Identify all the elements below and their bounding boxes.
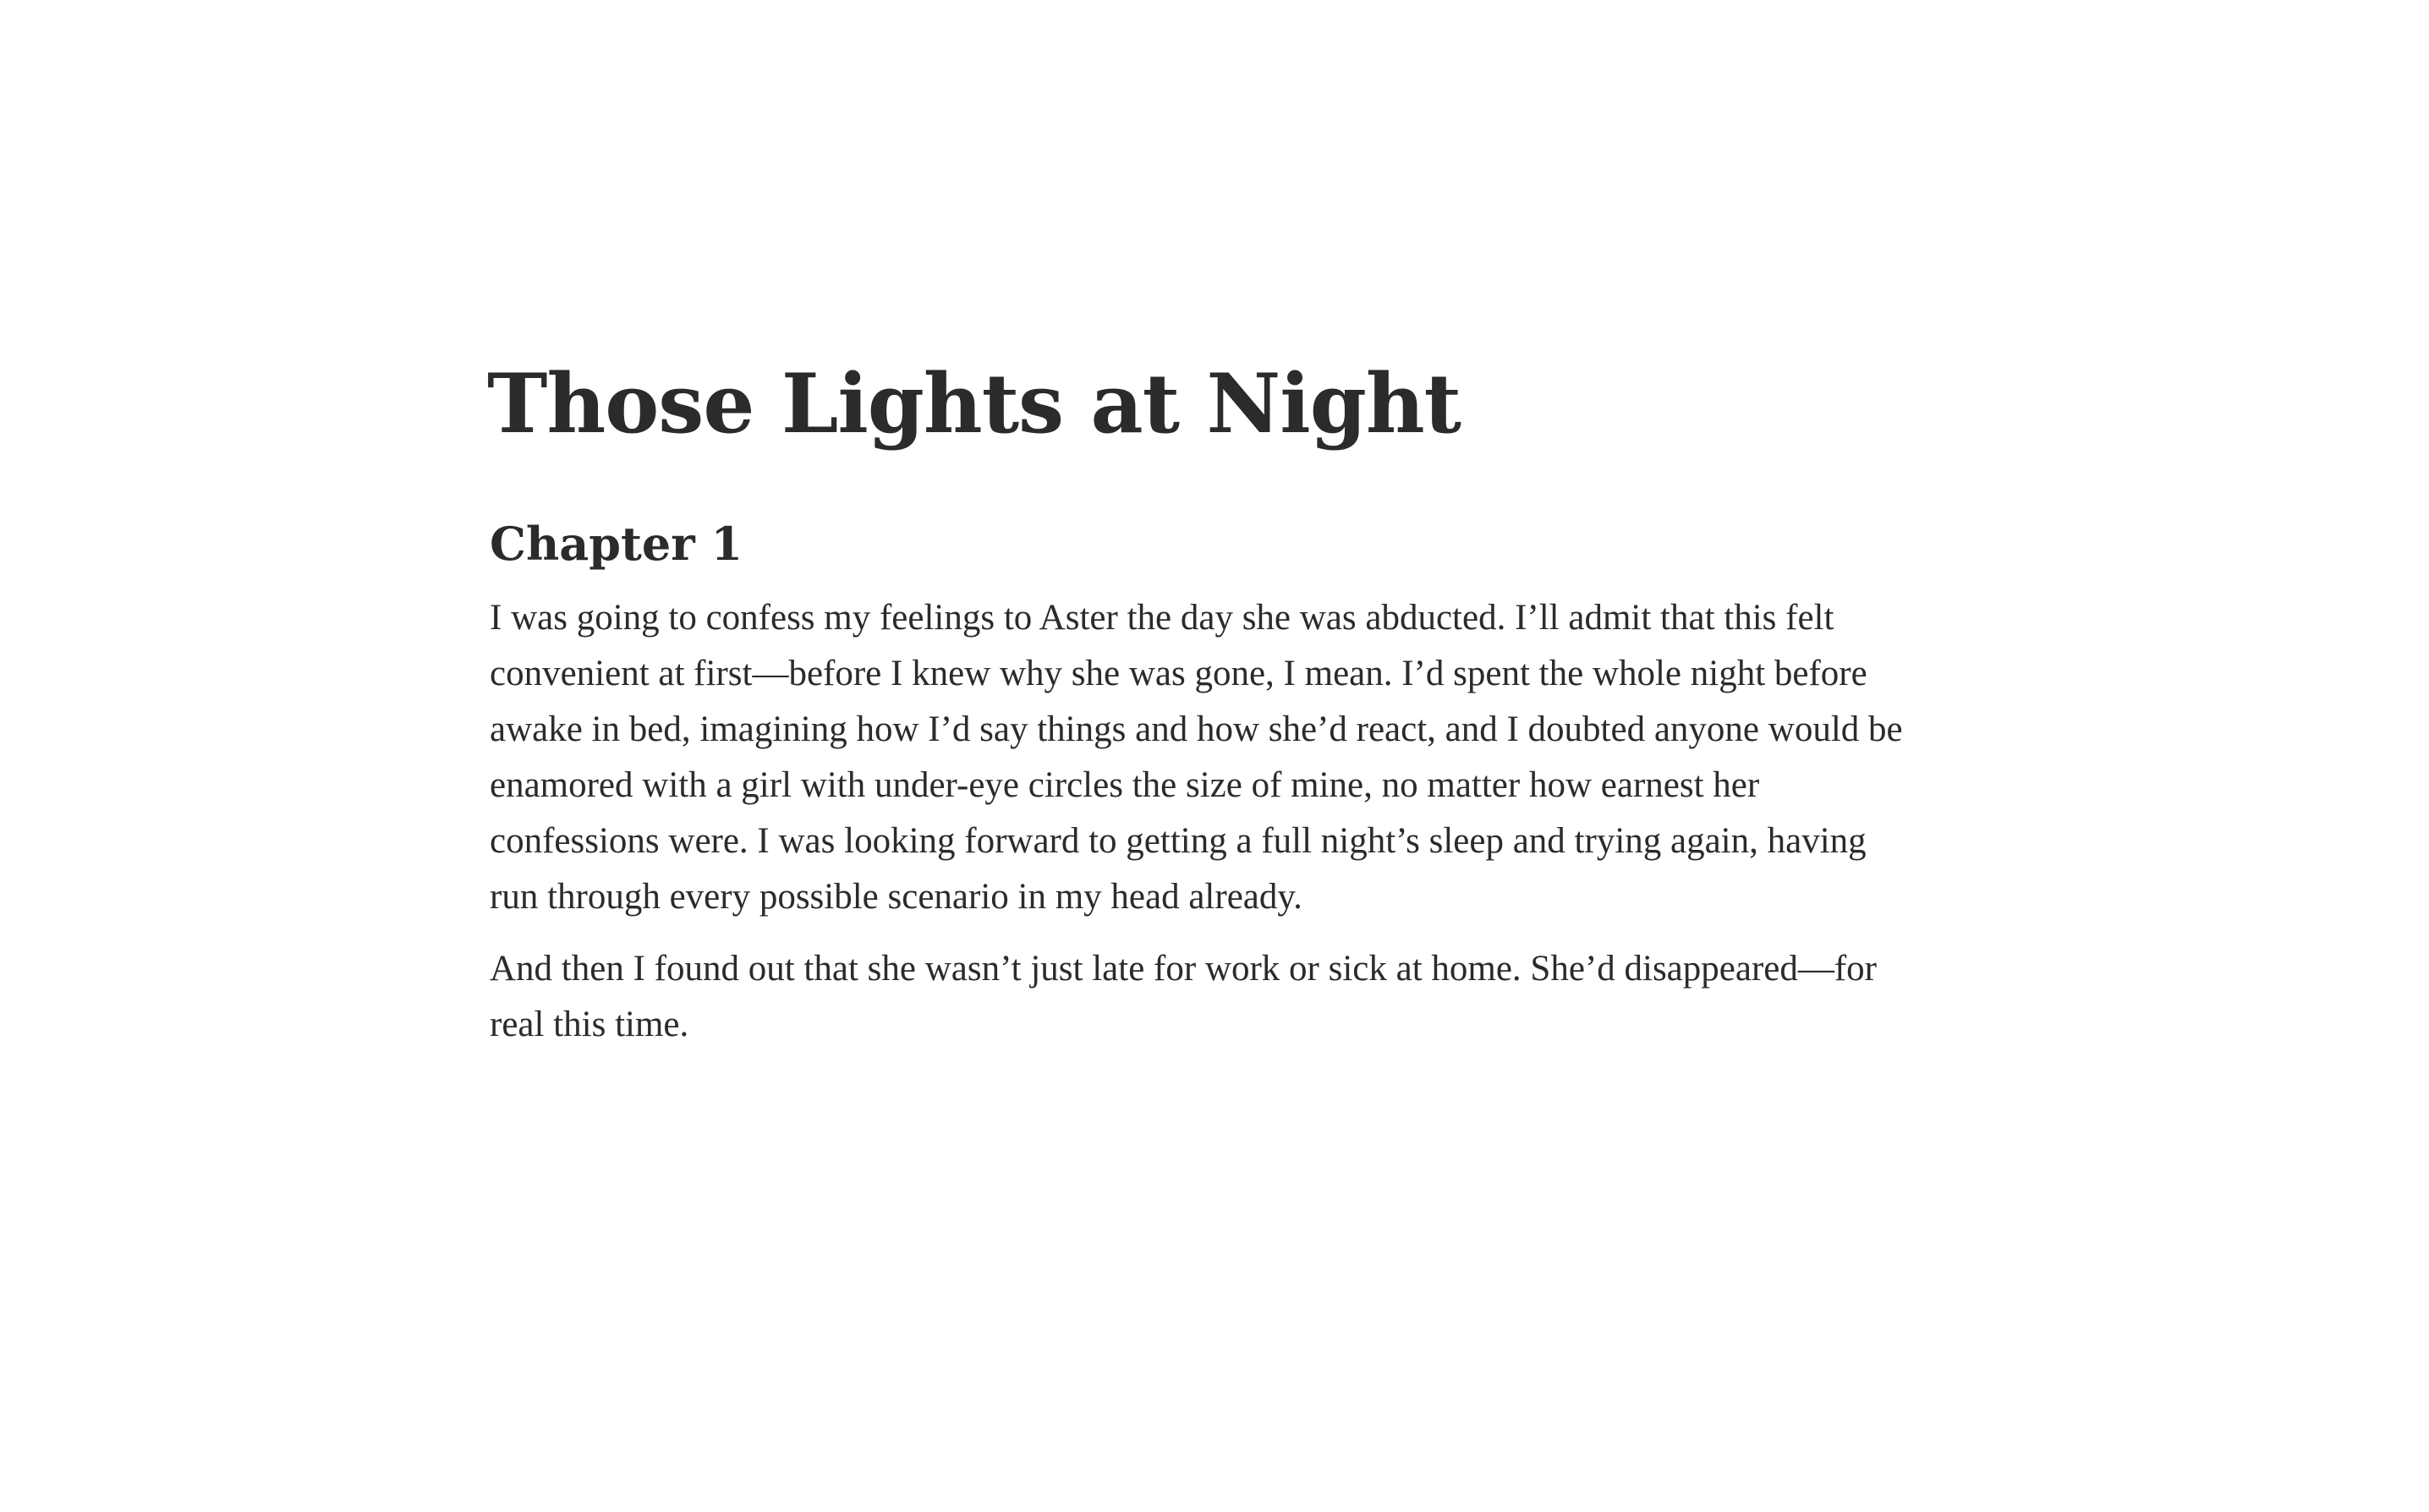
chapter-body xyxy=(490,590,1919,1053)
paragraph: And then I found out that she wasn’t just late for work or sick at home. She’d disappeared—for real this time. xyxy=(490,948,1877,1044)
chapter-heading: Chapter 1 xyxy=(490,517,743,572)
book-title: Those Lights at Night xyxy=(487,356,1461,452)
chapter-section xyxy=(487,517,1942,1053)
document-page xyxy=(487,355,1942,1053)
paragraph: I was going to confess my feelings to Aster the day she was abducted. I’ll admit that this felt convenient at first—before I knew why she was gone, I mean. I’d spent the whole night before awake in bed, imagining how I’d say things and how she’d react, and I doubted anyone would be enamored with a girl with under-eye circles the size of mine, no matter how earnest her confessions were. I was looking forward to getting a full night’s sleep and trying again, having run through every possible scenario in my head already. xyxy=(490,597,1903,917)
